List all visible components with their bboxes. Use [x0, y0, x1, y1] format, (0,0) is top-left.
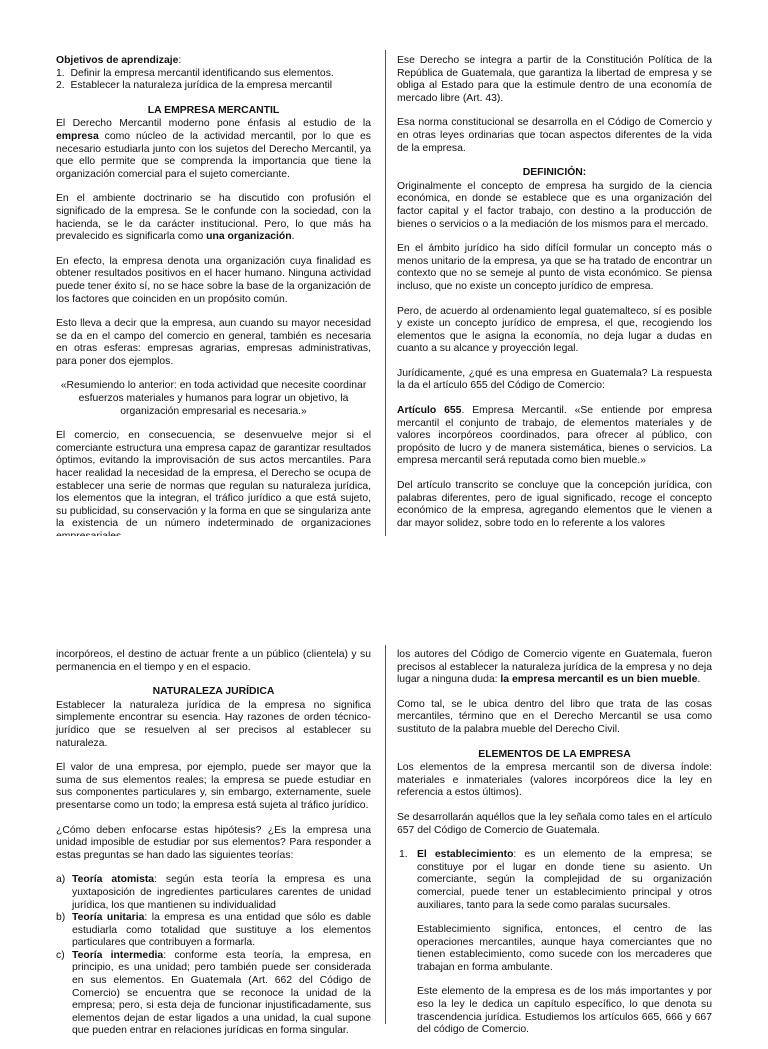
paragraph: Establecer la naturaleza jurídica de la empresa no significa simplemente encontrar su esencia. Hay razones de orden técnico-jurídico que se resuelven al ser precisos al establecer su naturaleza. — [56, 699, 371, 749]
article-655-paragraph: Artículo 655. Empresa Mercantil. «Se entiende por empresa mercantil el conjunto de trabajo, de elementos materiales y de valores incorpóreos coordinados, para ofrecer al público, con propósito de lucro y de manera sistemática, bienes o servicios. La empresa mercantil será reputada como bien mueble.» — [397, 405, 712, 467]
objectives-title-line: Objetivos de aprendizaje: — [56, 55, 182, 66]
paragraph: los autores del Código de Comercio vigente en Guatemala, fueron precisos al establecer la naturaleza jurídica de la empresa y no deja lugar a ninguna duda: la empresa mercantil es un bien mueble. — [397, 649, 712, 686]
objectives-list — [56, 68, 371, 93]
page2-right-column — [397, 649, 712, 1049]
paragraph: En el ambiente doctrinario se ha discutido con profusión el significado de la empresa. Se le confunde con la sociedad, con la hacienda, se le da carácter institucional. Pero, lo que más ha prevalecido es significarla como una organización. — [56, 193, 371, 243]
section-heading-empresa-mercantil: LA EMPRESA MERCANTIL — [147, 104, 280, 116]
column-divider-top — [385, 50, 386, 536]
paragraph: Los elementos de la empresa mercantil son de diversa índole: materiales e inmateriales (valores incorpóreos dice la ley en referencia a estos últimos). — [397, 762, 712, 799]
list-item: a) Teoría atomista: según esta teoría la empresa es una yuxtaposición de ingredientes particulares carentes de unidad jurídica, los que mantienen su individualidad — [56, 874, 371, 911]
paragraph: ¿Cómo deben enfocarse estas hipótesis? ¿Es la empresa una unidad imposible de estudiar por sus elementos? Para responder a estas preguntas se han dado las siguientes teorías: — [56, 824, 371, 861]
paragraph: El comercio, en consecuencia, se desenvuelve mejor si el comerciante estructura una empresa capaz de garantizar resultados óptimos, evitando la improvisación de sus actos mercantiles. Para hacer realidad la necesidad de la empresa, el Derecho se ocupa de establecer una serie de normas que regulan su naturaleza jurídica, los elementos que la integran, el tráfico jurídico a que está sujeto, su publicidad, su conservación y la forma en que se singulariza ante la existencia de un número indeterminado de organizaciones — [56, 430, 371, 530]
objective-item: 1. Definir la empresa mercantil identificando sus elementos. — [56, 67, 334, 79]
page2-left-column — [56, 649, 371, 1038]
block-quote: «Resumiendo lo anterior: en toda actividad que necesite coordinar esfuerzos materiales y humanos para lograr un objetivo, la organización empresarial es necesaria.» — [60, 380, 367, 417]
paragraph: Originalmente el concepto de empresa ha surgido de la ciencia económica, en donde se establece que es una organización del factor capital y el factor trabajo, con destino a la producción de bienes o servicios o a la mediación de los mismos para el mercado. — [397, 180, 712, 230]
paragraph: El valor de una empresa, por ejemplo, puede ser mayor que la suma de sus elementos reales; la empresa se puede estudiar en sus componentes particulares y, sin embargo, externamente, suele presentarse como un todo; la empresa está sujeta al tráfico jurídico. — [56, 762, 371, 811]
paragraph: incorpóreos, el destino de actuar frente a un público (clientela) y su permanencia en el tiempo y en el espacio. — [56, 649, 371, 673]
paragraph: Como tal, se le ubica dentro del libro que trata de las cosas mercantiles, término que en el Derecho Mercantil se usa como sustituto de la palabra mueble del Derecho Civil. — [397, 698, 712, 735]
section-heading-naturaleza-juridica: NATURALEZA JURÍDICA — [152, 686, 275, 698]
paragraph: El Derecho Mercantil moderno pone énfasis al estudio de la empresa como núcleo de la actividad mercantil, por lo que es necesario estudiarla junto con los sujetos del Derecho Mercantil, ya que ello permite que se comprenda la importancia que tiene la organización comercial para el sujeto comerciante. — [56, 118, 371, 180]
objectives-title: Objetivos de aprendizaje — [56, 55, 179, 66]
paragraph: Ese Derecho se integra a partir de la Constitución Política de la República de Guatemala, que garantiza la libertad de empresa y se obliga al Estado para que la estimule dentro de una economía de mercado libre (Art. 43). — [397, 55, 712, 104]
paragraph: Esa norma constitucional se desarrolla en el Código de Comercio y en otras leyes ordinarias que tocan aspectos diferentes de la vida de la empresa. — [397, 117, 712, 154]
page1-left-column — [56, 55, 371, 556]
page2-right-clip — [397, 649, 712, 1036]
paragraph: Del artículo transcrito se concluye que la concepción jurídica, con palabras diferentes, pero de igual significado, recoge el concepto económico de la empresa, agregando elementos que le vienen a dar mayor solidez, sobre todo en lo referente a los valores — [397, 480, 712, 529]
paragraph: En el ámbito jurídico ha sido difícil formular un concepto más o menos unitario de la empresa, ya que se ha tratado de encontrar un contexto que no se semeje al punto de vista económico. Se piensa incluso, que no existe un concepto jurídico de empresa. — [397, 243, 712, 292]
paragraph: En efecto, la empresa denota una organización cuya finalidad es obtener resultados positivos en el hacer humano. Ninguna actividad puede tener éxito sí, no se hace sobre la base de la organización de los factores que coinciden en un propósito común. — [56, 255, 371, 305]
section-heading-definicion: DEFINICIÓN: — [522, 167, 587, 179]
list-item: b) Teoría unitaria: la empresa es una entidad que sólo es dable estudiarla como totalidad que sustituye a los elementos particulares que contribuyen a formarla. — [56, 912, 372, 949]
paragraph: Se desarrollarán aquéllos que la ley señala como tales en el artículo 657 del Código de Comercio de Guatemala. — [397, 811, 712, 836]
page2-left-clip — [56, 649, 372, 1037]
objective-item: 2. Establecer la naturaleza jurídica de la empresa mercantil — [56, 80, 333, 92]
paragraph: Este elemento de la empresa es de los más importantes y por eso la ley le dedica un capítulo específico, lo que denota su trascendencia jurídica. Estudiemos los artículos 665, 666 y 667 del código de Comercio. — [417, 986, 712, 1036]
list-item: c) Teoría intermedia: conforme esta teoría, la empresa, en principio, es una unidad; pero también puede ser considerada en sus elementos. En Guatemala (Art. 662 del Código de Comercio) se encuentra que se reconoce la unidad de la empresa; pero, si esta deja de funcionar injustificadamente, sus elementos dejan de estar ligados a una unidad, la cual supone que pueden entrar en relaciones jurídicas en forma singular. — [56, 949, 371, 1037]
list-item: 1. El establecimiento: es un elemento de la empresa; se constituye por el lugar en donde tiene su asiento. Un comerciante, según la complejidad de su organización comercial, puede tener un establecimiento principal y otros auxiliares, tanto para la sede como paralas sucursales. — [399, 849, 712, 911]
page-gap — [0, 536, 768, 642]
paragraph: Establecimiento significa, entonces, el centro de las operaciones mercantiles, aunque haya comerciantes que no tienen establecimiento, como sucede con los mercaderes que trabajan en forma ambulante. — [417, 924, 712, 973]
column-divider-bottom — [385, 645, 386, 1024]
paragraph: Esto lleva a decir que la empresa, aun cuando su mayor necesidad se da en el campo del comercio en general, también es necesaria en otras esferas: empresas agrarias, empresas administrativas, para poner dos ejemplos. — [56, 318, 371, 367]
theories-list — [56, 874, 371, 1038]
page1-right-column — [397, 55, 712, 542]
section-heading-elementos: ELEMENTOS DE LA EMPRESA — [478, 748, 631, 760]
paragraph: Pero, de acuerdo al ordenamiento legal guatemalteco, sí es posible y existe un concepto jurídico de empresa, el que, recogiendo los elementos que le asigna la economía, no deja lugar a dudas en cuanto a su alcance y proyección legal. — [397, 305, 712, 355]
paragraph: Jurídicamente, ¿qué es una empresa en Guatemala? La respuesta la da el artículo 655 del Código de Comercio: — [397, 367, 712, 392]
